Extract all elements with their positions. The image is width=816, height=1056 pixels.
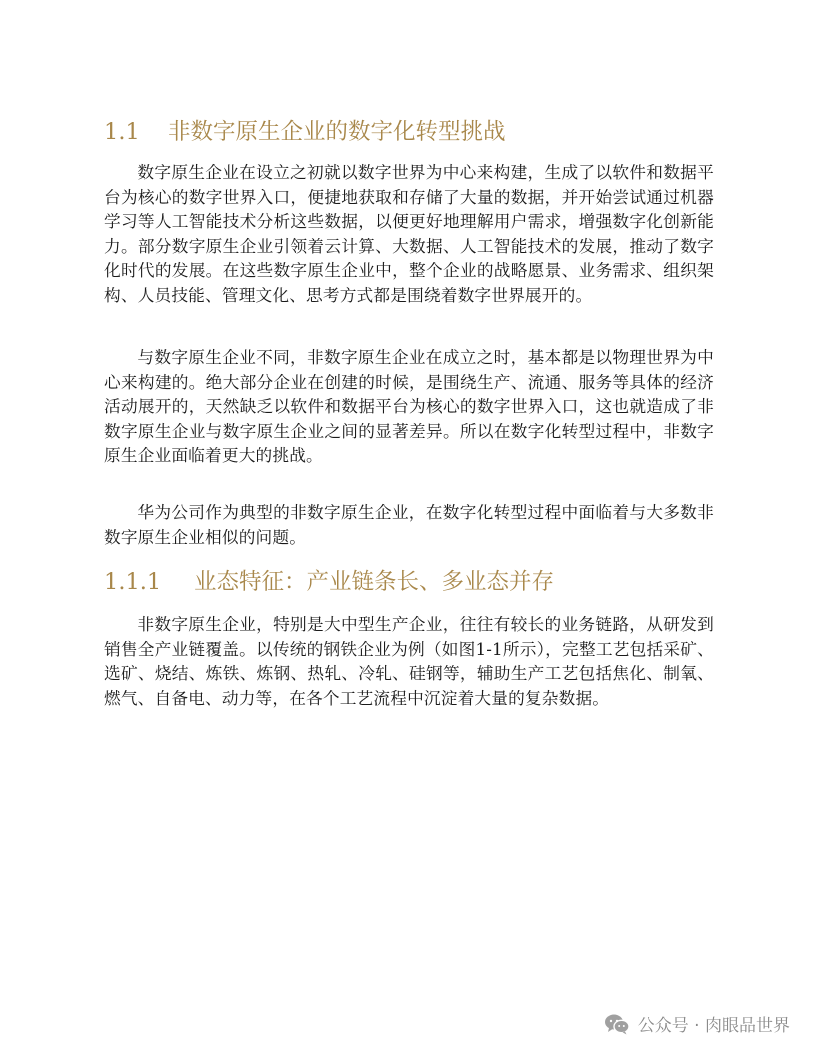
- body-paragraph: 与数字原生企业不同，非数字原生企业在成立之时，基本都是以物理世界为中心来构建的。绝大部分企业在创建的时候，是围绕生产、流通、服务等具体的经济活动展开的，天然缺乏以软件和数据平台为核心的数字世界入口，这也就造成了非数字原生企业与数字原生企业之间的显著差异。所以在数字化转型过程中，非数字原生企业面临着更大的挑战。: [104, 347, 714, 466]
- watermark-text: 公众号 · 肉眼品世界: [637, 1016, 790, 1036]
- wechat-icon: [604, 1013, 630, 1035]
- section-heading: [104, 117, 506, 147]
- section-number: 1.1: [104, 119, 140, 145]
- section-title: 非数字原生企业的数字化转型挑战: [168, 119, 506, 145]
- subsection-heading: [104, 567, 554, 597]
- watermark: [604, 1011, 790, 1036]
- body-paragraph: 华为公司作为典型的非数字原生企业，在数字化转型过程中面临着与大多数非数字原生企业相似的问题。: [104, 502, 714, 547]
- subsection-title: 业态特征：产业链条长、多业态并存: [194, 569, 555, 595]
- body-paragraph: 数字原生企业在设立之初就以数字世界为中心来构建，生成了以软件和数据平台为核心的数字世界入口，便捷地获取和存储了大量的数据，并开始尝试通过机器学习等人工智能技术分析这些数据，以便更好地理解用户需求，增强数字化创新能力。部分数字原生企业引领着云计算、大数据、人工智能技术的发展，推动了数字化时代的发展。在这些数字原生企业中，整个企业的战略愿景、业务需求、组织架构、人员技能、管理文化、思考方式都是围绕着数字世界展开的。: [104, 162, 714, 305]
- subsection-number: 1.1.1: [104, 569, 162, 595]
- body-paragraph: 非数字原生企业，特别是大中型生产企业，往往有较长的业务链路，从研发到销售全产业链覆盖。以传统的钢铁企业为例（如图1-1所示），完整工艺包括采矿、选矿、烧结、炼铁、炼钢、热轧、冷轧、硅钢等，辅助生产工艺包括焦化、制氧、燃气、自备电、动力等，在各个工艺流程中沉淀着大量的复杂数据。: [104, 614, 714, 708]
